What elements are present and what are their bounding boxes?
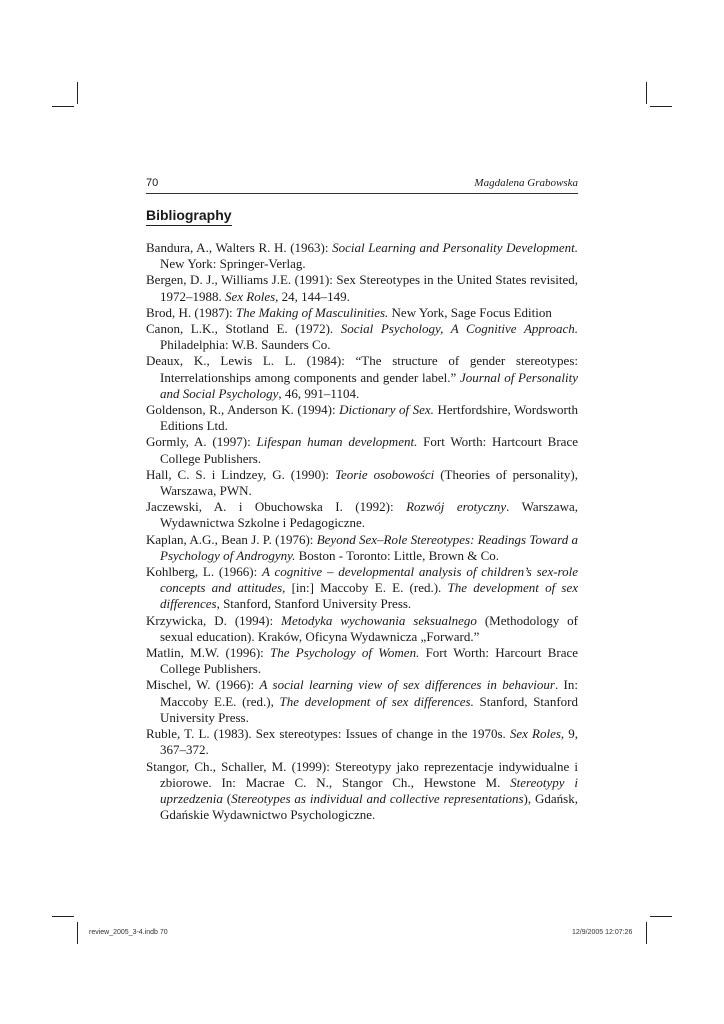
reference-text: , 9, 367–372. xyxy=(160,726,579,758)
reference-text: , Stanford, Stanford University Press. xyxy=(216,596,412,612)
reference-entry xyxy=(146,645,578,677)
crop-mark-bottom-left-v xyxy=(77,922,78,944)
reference-text: Krzywicka, D. (1994): xyxy=(146,612,282,628)
footer-timestamp: 12/9/2005 12:07:26 xyxy=(572,929,633,936)
crop-mark-bottom-right-v xyxy=(646,922,647,944)
reference-text: (Theories of personality), Warszawa, PWN. xyxy=(160,466,578,499)
crop-mark-top-left-v xyxy=(77,82,78,104)
reference-entry xyxy=(146,434,578,466)
page-number: 70 xyxy=(146,177,159,189)
reference-text: ( xyxy=(222,790,232,806)
reference-title: Sex Roles xyxy=(509,726,561,742)
reference-text: Kaplan, A.G., Bean J. P. (1976): xyxy=(146,531,317,547)
reference-title: Stereotypy i uprzedzenia xyxy=(160,774,578,806)
reference-title: The development of sex differences. xyxy=(279,693,474,709)
reference-text: , 46, 991–1104. xyxy=(278,385,360,401)
bibliography-list xyxy=(146,240,578,823)
reference-text: Deaux, K., Lewis L. L. (1984): “The structure of gender stereotypes: Interrelationships among components and gender label.” xyxy=(146,353,578,385)
reference-title: Dictionary of Sex. xyxy=(339,402,434,418)
reference-entry xyxy=(146,305,578,321)
reference-text: New York, Sage Focus Edition xyxy=(388,304,552,320)
footer-file-info: review_2005_3-4.indb 70 xyxy=(89,929,168,936)
reference-text: Brod, H. (1987): xyxy=(146,304,236,320)
reference-title: Rozwój erotyczny xyxy=(406,499,507,515)
crop-mark-top-left-h xyxy=(52,106,74,107)
reference-title: Social Learning and Personality Development. xyxy=(332,240,579,255)
reference-text: Bergen, D. J., Williams J.E. (1991): Sex Stereotypes in the United States revisited, 1972–1988. xyxy=(146,272,578,304)
crop-mark-bottom-left-h xyxy=(52,916,74,917)
reference-text: Fort Worth: Hartcourt Brace College Publishers. xyxy=(160,434,578,466)
reference-title: Sex Roles, xyxy=(225,288,279,304)
reference-text: Boston - Toronto: Little, Brown & Co. xyxy=(295,547,499,563)
reference-entry xyxy=(146,467,578,499)
reference-text: Fort Worth: Harcourt Brace College Publishers. xyxy=(160,645,578,677)
reference-entry xyxy=(146,402,578,434)
reference-text: (Methodology of sexual education). Kraków, Oficyna Wydawnicza „Forward.” xyxy=(160,612,578,644)
running-header xyxy=(146,177,578,194)
reference-text: ), Gdańsk, Gdańskie Wydawnictwo Psychologiczne. xyxy=(160,790,578,823)
reference-entry xyxy=(146,677,578,726)
reference-entry xyxy=(146,532,578,564)
crop-mark-top-right-v xyxy=(646,82,647,104)
reference-title: The Psychology of Women. xyxy=(270,645,420,661)
reference-text: Hertfordshire, Wordsworth Editions Ltd. xyxy=(160,402,578,434)
reference-title: The Making of Masculinities. xyxy=(235,304,389,320)
reference-title: A social learning view of sex differences in behaviour xyxy=(259,677,555,693)
running-head-author: Magdalena Grabowska xyxy=(474,177,578,189)
reference-entry xyxy=(146,499,578,531)
reference-text: Mischel, W. (1966): xyxy=(146,677,260,693)
reference-entry xyxy=(146,759,578,824)
reference-entry xyxy=(146,613,578,645)
section-title: Bibliography xyxy=(146,206,232,226)
reference-entry xyxy=(146,240,578,272)
reference-text: , [in:] Maccoby E. E. (red.). xyxy=(282,580,448,596)
reference-title: A cognitive – developmental analysis of children’s sex-role concepts and attitudes xyxy=(160,564,578,596)
reference-text: Gormly, A. (1997): xyxy=(146,434,257,450)
reference-text: . Warszawa, Wydawnictwa Szkolne i Pedagogiczne. xyxy=(160,499,578,531)
reference-entry xyxy=(146,353,578,402)
crop-mark-bottom-right-h xyxy=(650,916,672,917)
reference-title: Lifespan human development. xyxy=(256,434,418,450)
reference-text: Philadelphia: W.B. Saunders Co. xyxy=(160,337,331,353)
reference-text: 24, 144–149. xyxy=(278,288,350,304)
reference-text: . In: Maccoby E.E. (red.), xyxy=(160,677,578,709)
reference-title: Teorie osobowości xyxy=(334,466,435,482)
reference-title: Social Psychology, A Cognitive Approach. xyxy=(340,321,578,337)
reference-text: Jaczewski, A. i Obuchowska I. (1992): xyxy=(146,499,407,515)
reference-text: Goldenson, R., Anderson K. (1994): xyxy=(146,402,340,418)
reference-entry xyxy=(146,272,578,304)
reference-title: Journal of Personality and Social Psychology xyxy=(160,369,578,401)
reference-title: Metodyka wychowania seksualnego xyxy=(281,612,477,628)
reference-text: Stangor, Ch., Schaller, M. (1999): Stereotypy jako reprezentacje indywidualne i zbiorowe. In: Macrae C. N., Stangor Ch., Hewstone M. xyxy=(146,758,578,790)
reference-title: Beyond Sex–Role Stereotypes: Readings Toward a Psychology of Androgyny. xyxy=(160,531,578,563)
reference-text: Canon, L.K., Stotland E. (1972). xyxy=(146,321,341,337)
reference-text: Kohlberg, L. (1966): xyxy=(146,564,263,580)
reference-text: Bandura, A., Walters R. H. (1963): xyxy=(146,240,333,255)
reference-text: Hall, C. S. i Lindzey, G. (1990): xyxy=(146,466,335,482)
reference-entry xyxy=(146,726,578,758)
reference-entry xyxy=(146,321,578,353)
reference-text: Stanford, Stanford University Press. xyxy=(160,693,578,725)
reference-title: Stereotypes as individual and collective representations xyxy=(231,790,524,806)
reference-text: Matlin, M.W. (1996): xyxy=(146,645,271,661)
reference-title: The development of sex differences xyxy=(160,580,578,612)
reference-text: Ruble, T. L. (1983). Sex stereotypes: Issues of change in the 1970s. xyxy=(146,726,510,742)
reference-entry xyxy=(146,564,578,613)
crop-mark-top-right-h xyxy=(650,106,672,107)
reference-text: New York: Springer-Verlag. xyxy=(160,256,306,272)
